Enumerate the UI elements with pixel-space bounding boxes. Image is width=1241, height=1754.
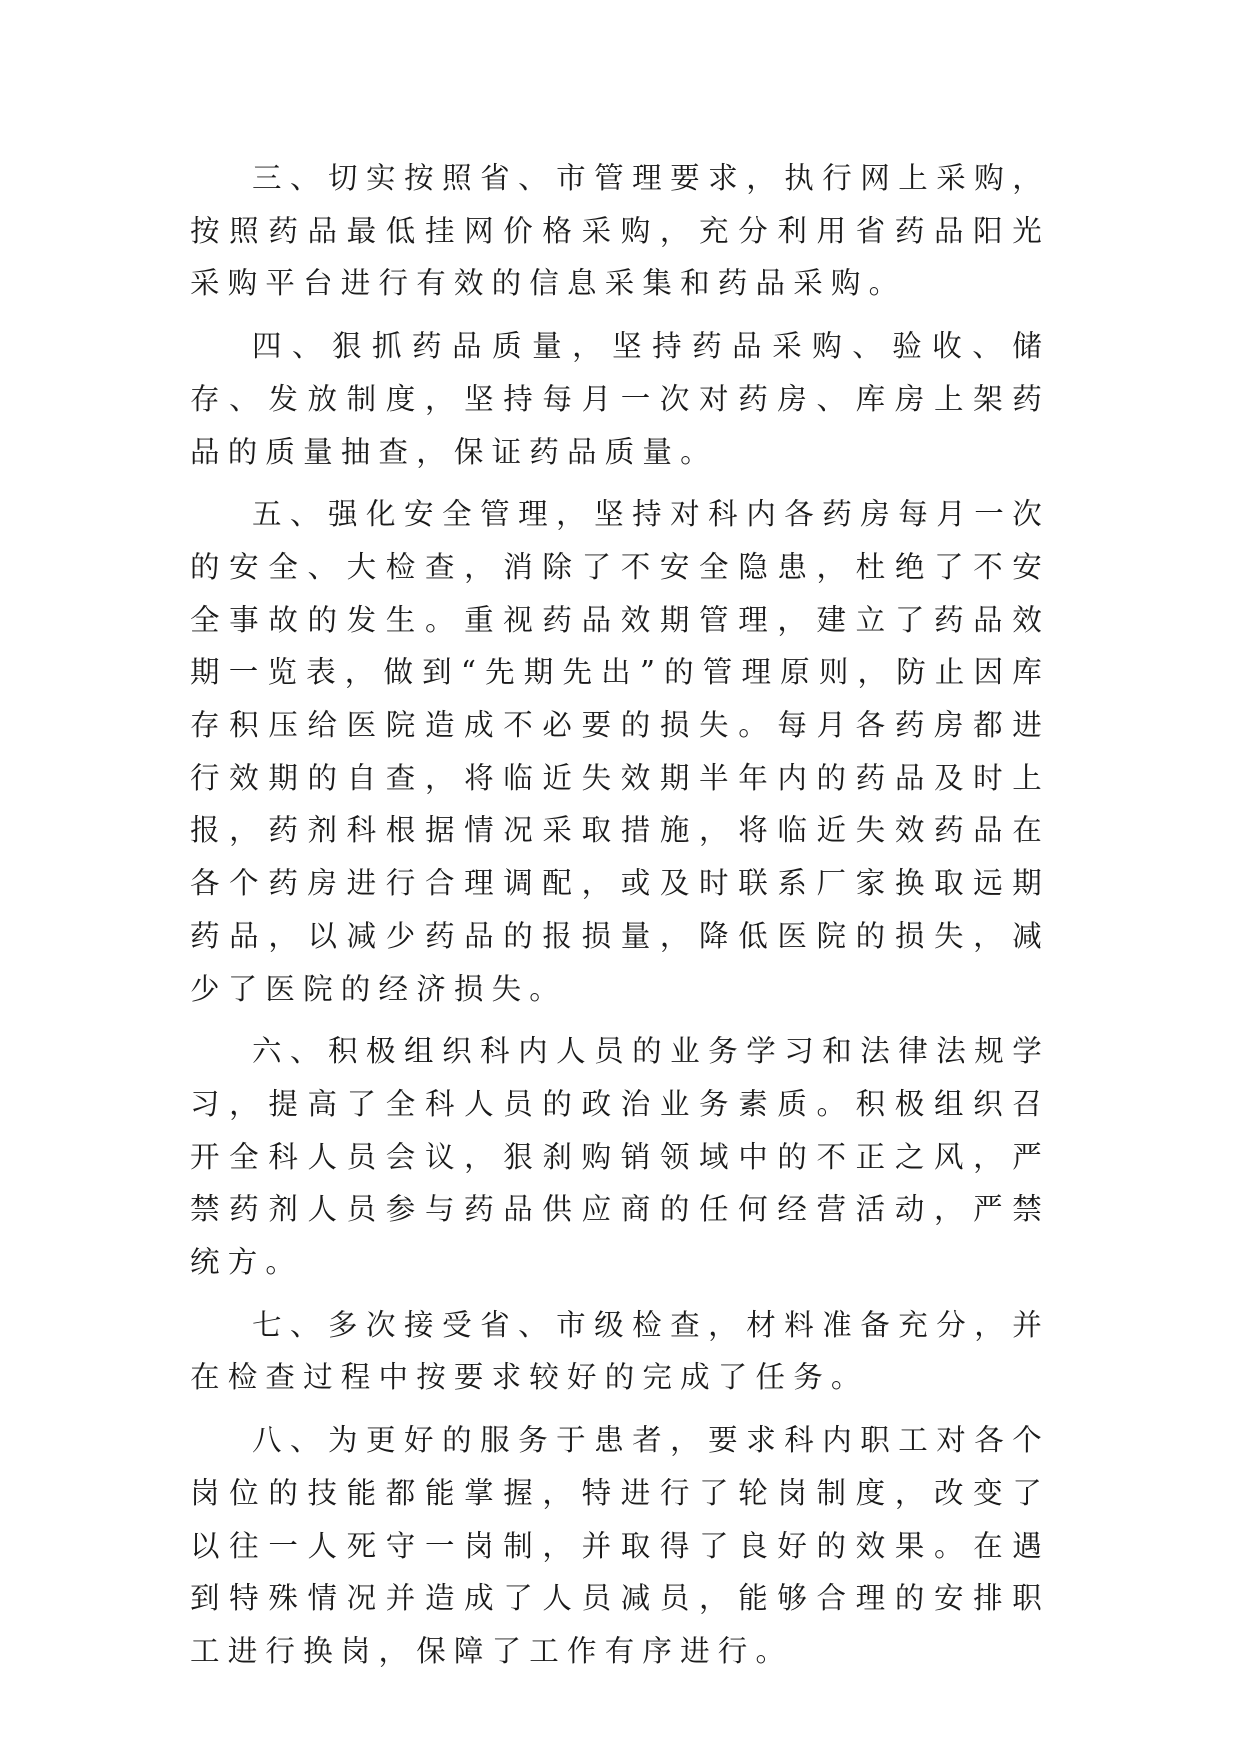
document-body — [190, 152, 1050, 1688]
paragraph-inspections: 七、多次接受省、市级检查，材料准备充分，并在检查过程中按要求较好的完成了任务。 — [190, 1307, 1050, 1395]
paragraph-procurement: 三、切实按照省、市管理要求，执行网上采购，按照药品最低挂网价格采购，充分利用省药品阳光采购平台进行有效的信息采集和药品采购。 — [190, 161, 1050, 301]
paragraph-safety-management: 五、强化安全管理，坚持对科内各药房每月一次的安全、大检查，消除了不安全隐患，杜绝了不安全事故的发生。重视药品效期管理，建立了药品效期一览表，做到“先期先出”的管理原则，防止因库存积压给医院造成不必要的损失。每月各药房都进行效期的自查，将临近失效期半年内的药品及时上报，药剂科根据情况采取措施，将临近失效药品在各个药房进行合理调配，或及时联系厂家换取远期药品，以减少药品的报损量，降低医院的损失，减少了医院的经济损失。 — [190, 497, 1050, 1006]
paragraph-drug-quality: 四、狠抓药品质量，坚持药品采购、验收、储存、发放制度，坚持每月一次对药房、库房上架药品的质量抽查，保证药品质量。 — [190, 329, 1050, 469]
paragraph-job-rotation: 八、为更好的服务于患者，要求科内职工对各个岗位的技能都能掌握，特进行了轮岗制度，改变了以往一人死守一岗制，并取得了良好的效果。在遇到特殊情况并造成了人员减员，能够合理的安排职工进行换岗，保障了工作有序进行。 — [190, 1423, 1050, 1668]
paragraph-staff-training: 六、积极组织科内人员的业务学习和法律法规学习，提高了全科人员的政治业务素质。积极组织召开全科人员会议，狠刹购销领域中的不正之风，严禁药剂人员参与药品供应商的任何经营活动，严禁统方。 — [190, 1034, 1050, 1280]
